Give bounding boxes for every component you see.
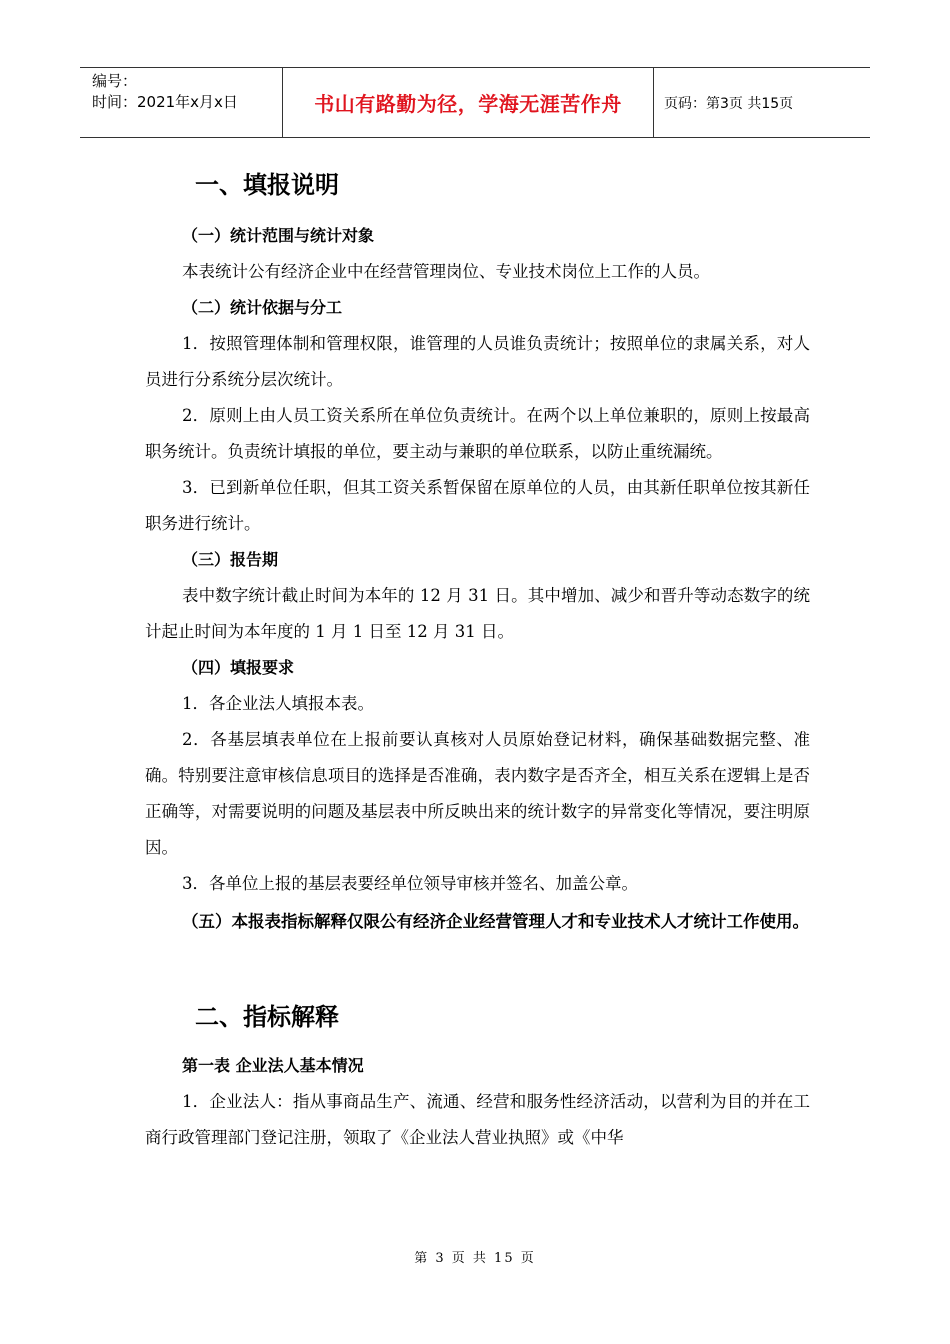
date-label: 时间：2021年x月x日 bbox=[92, 93, 238, 111]
section-title-1: 一、填报说明 bbox=[195, 171, 339, 199]
header-motto-cell bbox=[282, 68, 654, 137]
paragraph: 1．按照管理体制和管理权限，谁管理的人员谁负责统计；按照单位的隶属关系，对人员进行分系统分层次统计。 bbox=[145, 334, 810, 389]
subsection-title: （二）统计依据与分工 bbox=[182, 298, 343, 317]
paragraph: 1．各企业法人填报本表。 bbox=[182, 694, 374, 713]
header-page-info: 页码：第3页 共15页 bbox=[664, 95, 794, 112]
paragraph: 1．企业法人：指从事商品生产、流通、经营和服务性经济活动，以营利为目的并在工商行政管理部门登记注册，领取了《企业法人营业执照》或《中华 bbox=[145, 1092, 810, 1147]
document-body bbox=[145, 160, 810, 1156]
subsection-title: （四）填报要求 bbox=[182, 658, 295, 677]
table-title: 第一表 企业法人基本情况 bbox=[182, 1056, 364, 1075]
document-header bbox=[80, 67, 870, 138]
paragraph: 本表统计公有经济企业中在经营管理岗位、专业技术岗位上工作的人员。 bbox=[182, 262, 710, 281]
bold-note: （五）本报表指标解释仅限公有经济企业经营管理人才和专业技术人才统计工作使用。 bbox=[182, 912, 809, 931]
subsection-title: （一）统计范围与统计对象 bbox=[182, 226, 375, 245]
paragraph: 表中数字统计截止时间为本年的 12 月 31 日。其中增加、减少和晋升等动态数字的统计起止时间为本年度的 1 月 1 日至 12 月 31 日。 bbox=[145, 586, 810, 641]
number-label: 编号： bbox=[92, 72, 138, 90]
paragraph: 2．原则上由人员工资关系所在单位负责统计。在两个以上单位兼职的，原则上按最高职务统计。负责统计填报的单位，要主动与兼职的单位联系，以防止重统漏统。 bbox=[145, 406, 810, 461]
page-footer: 第 3 页 共 15 页 bbox=[414, 1251, 536, 1266]
section-title-2: 二、指标解释 bbox=[195, 1003, 339, 1031]
header-meta bbox=[80, 68, 282, 137]
subsection-title: （三）报告期 bbox=[182, 550, 279, 569]
paragraph: 3．已到新单位任职，但其工资关系暂保留在原单位的人员，由其新任职单位按其新任职务进行统计。 bbox=[145, 478, 810, 533]
paragraph: 2．各基层填表单位在上报前要认真核对人员原始登记材料，确保基础数据完整、准确。特别要注意审核信息项目的选择是否准确，表内数字是否齐全，相互关系在逻辑上是否正确等，对需要说明的问题及基层表中所反映出来的统计数字的异常变化等情况，要注明原因。 bbox=[145, 730, 810, 857]
header-motto: 书山有路勤为径，学海无涯苦作舟 bbox=[314, 92, 622, 116]
paragraph: 3．各单位上报的基层表要经单位领导审核并签名、加盖公章。 bbox=[182, 874, 638, 893]
